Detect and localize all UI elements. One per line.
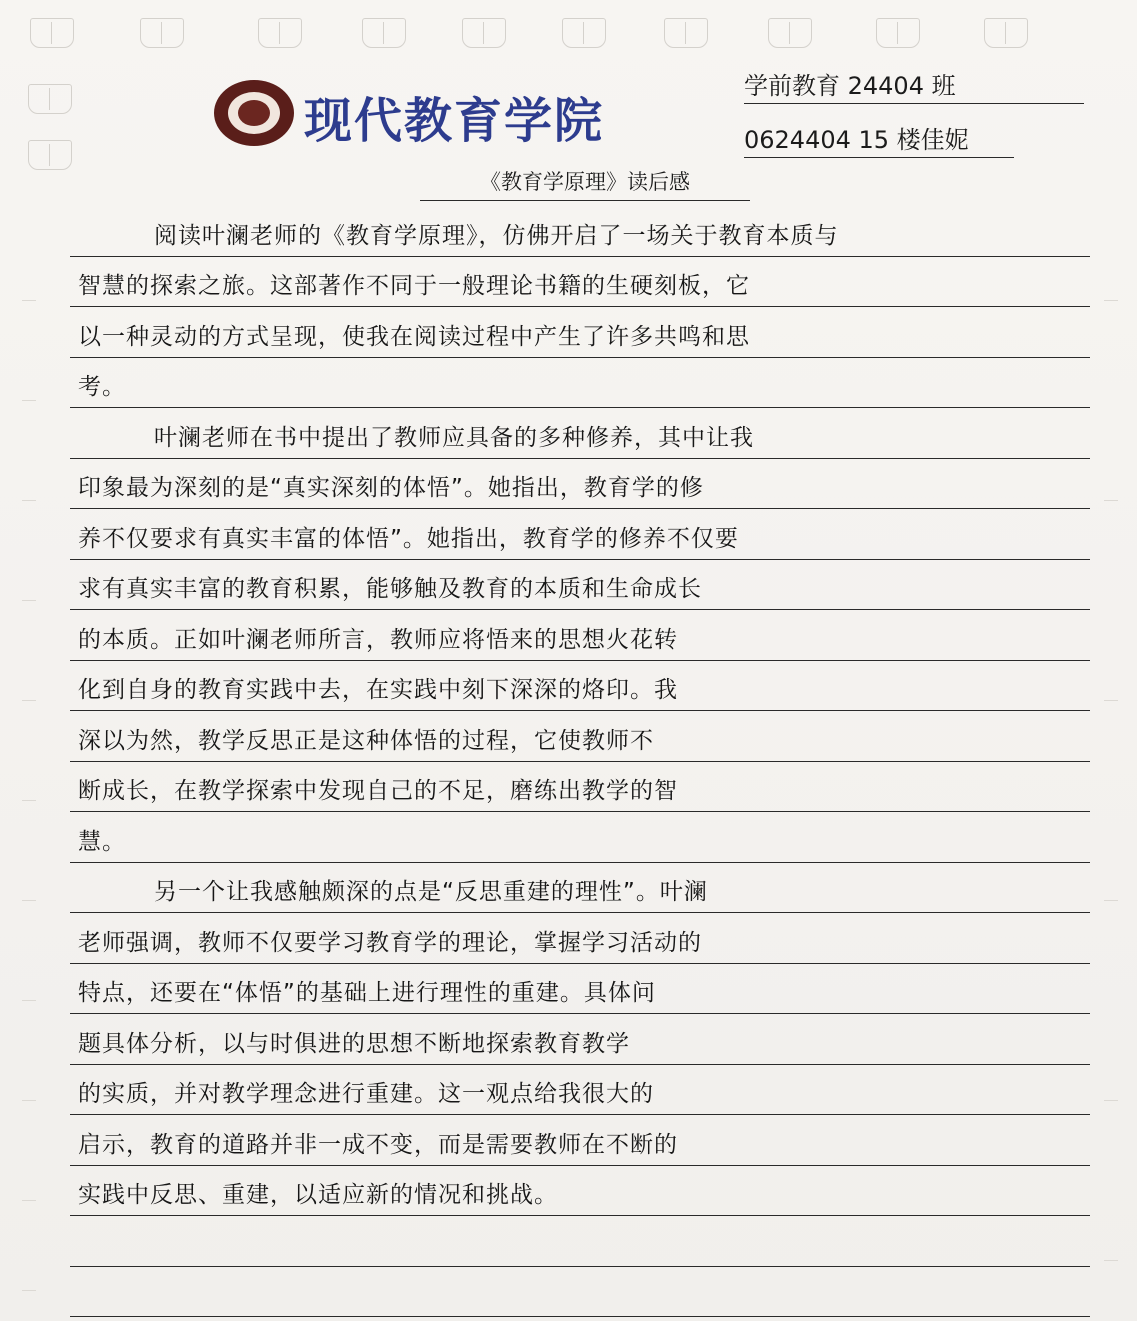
text-line: 印象最为深刻的是“真实深刻的体悟”。她指出，教育学的修 (70, 459, 1090, 510)
margin-tick (22, 300, 36, 301)
class-info: 学前教育 24404 班 (744, 66, 1084, 104)
margin-tick (1104, 1100, 1118, 1101)
text-line: 阅读叶澜老师的《教育学原理》，仿佛开启了一场关于教育本质与 (70, 206, 1090, 257)
book-icon (768, 18, 812, 48)
book-icon (876, 18, 920, 48)
text-line: 特点，还要在“体悟”的基础上进行理性的重建。具体问 (70, 964, 1090, 1015)
text-line: 化到自身的教育实践中去，在实践中刻下深深的烙印。我 (70, 661, 1090, 712)
text-line: 求有真实丰富的教育积累，能够触及教育的本质和生命成长 (70, 560, 1090, 611)
book-icon (28, 84, 72, 114)
margin-tick (22, 400, 36, 401)
school-name: 现代教育学院 (304, 93, 605, 149)
text-line (70, 1267, 1090, 1318)
text-line: 叶澜老师在书中提出了教师应具备的多种修养，其中让我 (70, 408, 1090, 459)
margin-tick (1104, 1260, 1118, 1261)
book-icon (28, 140, 72, 170)
text-line: 另一个让我感触颇深的点是“反思重建的理性”。叶澜 (70, 863, 1090, 914)
book-icon (562, 18, 606, 48)
book-icon (140, 18, 184, 48)
book-icon (984, 18, 1028, 48)
book-icon (30, 18, 74, 48)
text-line: 智慧的探索之旅。这部著作不同于一般理论书籍的生硬刻板，它 (70, 257, 1090, 308)
text-line: 启示，教育的道路并非一成不变，而是需要教师在不断的 (70, 1115, 1090, 1166)
book-icon (664, 18, 708, 48)
book-icon (362, 18, 406, 48)
text-line: 断成长，在教学探索中发现自己的不足，磨练出教学的智 (70, 762, 1090, 813)
text-line (70, 1216, 1090, 1267)
margin-tick (22, 1200, 36, 1201)
student-info: 0624404 15 楼佳妮 (744, 120, 1014, 158)
school-logo (214, 80, 294, 146)
text-line: 慧。 (70, 812, 1090, 863)
text-line: 的实质，并对教学理念进行重建。这一观点给我很大的 (70, 1065, 1090, 1116)
book-icon (462, 18, 506, 48)
margin-tick (22, 1100, 36, 1101)
margin-tick (1104, 700, 1118, 701)
text-line: 题具体分析，以与时俱进的思想不断地探索教育教学 (70, 1014, 1090, 1065)
margin-tick (22, 500, 36, 501)
margin-tick (22, 900, 36, 901)
essay-title: 《教育学原理》读后感 (420, 166, 750, 201)
text-line: 深以为然，教学反思正是这种体悟的过程，它使教师不 (70, 711, 1090, 762)
margin-tick (1104, 900, 1118, 901)
margin-tick (22, 1000, 36, 1001)
book-icon (258, 18, 302, 48)
margin-tick (22, 1290, 36, 1291)
text-line: 考。 (70, 358, 1090, 409)
margin-tick (22, 700, 36, 701)
text-line: 实践中反思、重建，以适应新的情况和挑战。 (70, 1166, 1090, 1217)
margin-tick (22, 600, 36, 601)
margin-tick (1104, 500, 1118, 501)
text-line: 老师强调，教师不仅要学习教育学的理论，掌握学习活动的 (70, 913, 1090, 964)
margin-tick (1104, 300, 1118, 301)
text-line: 的本质。正如叶澜老师所言，教师应将悟来的思想火花转 (70, 610, 1090, 661)
essay-body (70, 206, 1090, 1317)
margin-tick (22, 800, 36, 801)
text-line: 以一种灵动的方式呈现，使我在阅读过程中产生了许多共鸣和思 (70, 307, 1090, 358)
logo-emblem-icon (228, 92, 280, 134)
text-line: 养不仅要求有真实丰富的体悟”。她指出，教育学的修养不仅要 (70, 509, 1090, 560)
